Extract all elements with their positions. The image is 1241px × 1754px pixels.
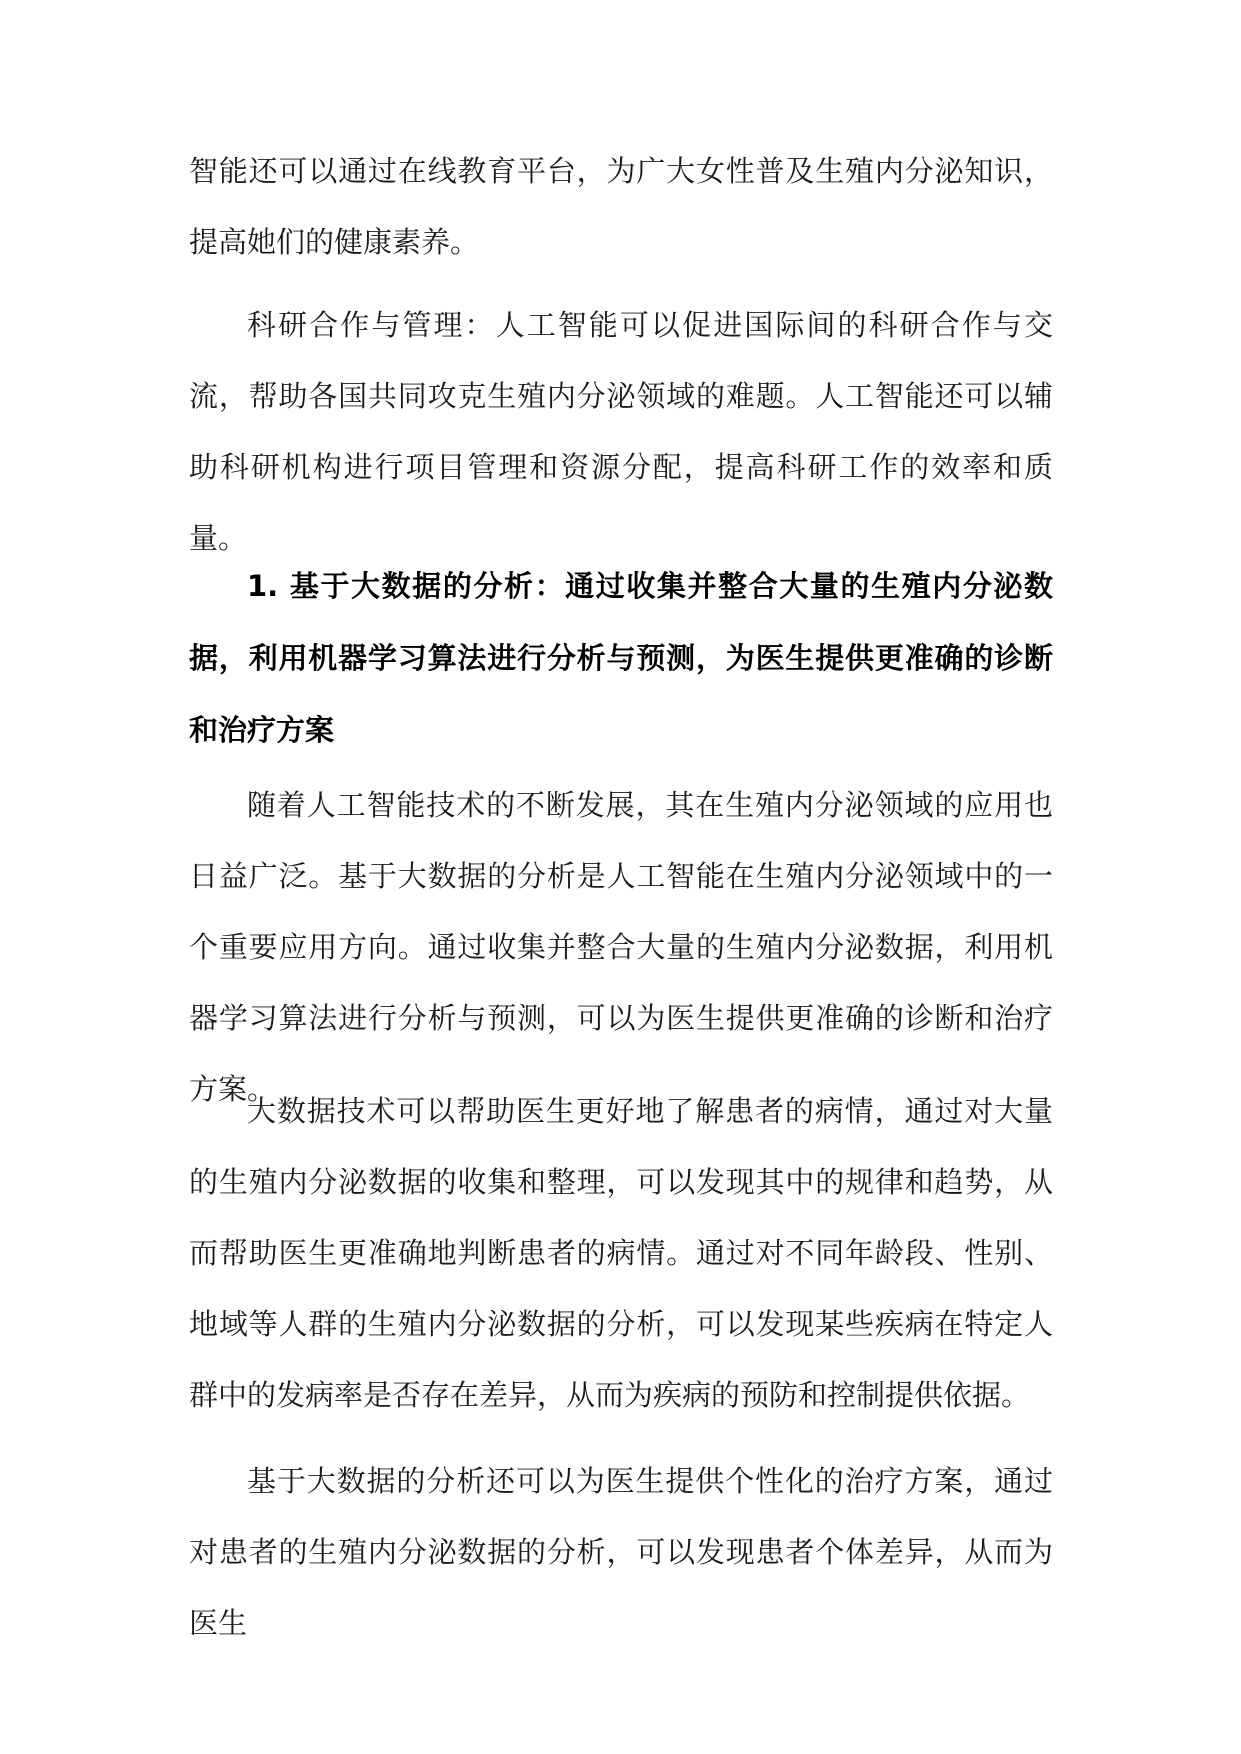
paragraph-research-cooperation: 科研合作与管理：人工智能可以促进国际间的科研合作与交流，帮助各国共同攻克生殖内分泌领域的难题。人工智能还可以辅助科研机构进行项目管理和资源分配，提高科研工作的效率和质量。 bbox=[189, 308, 1053, 555]
paragraph-ai-development: 随着人工智能技术的不断发展，其在生殖内分泌领域的应用也日益广泛。基于大数据的分析是人工智能在生殖内分泌领域中的一个重要应用方向。通过收集并整合大量的生殖内分泌数据，利用机器学习算法进行分析与预测，可以为医生提供更准确的诊断和治疗方案。 bbox=[189, 788, 1053, 1106]
section-heading-big-data-analysis: 1. 基于大数据的分析：通过收集并整合大量的生殖内分泌数据，利用机器学习算法进行分析与预测，为医生提供更准确的诊断和治疗方案 bbox=[189, 569, 1053, 747]
paragraph-online-education: 智能还可以通过在线教育平台，为广大女性普及生殖内分泌知识，提高她们的健康素养。 bbox=[189, 154, 1053, 259]
paragraph-big-data-diagnosis: 大数据技术可以帮助医生更好地了解患者的病情，通过对大量的生殖内分泌数据的收集和整理，可以发现其中的规律和趋势，从而帮助医生更准确地判断患者的病情。通过对不同年龄段、性别、地域等人群的生殖内分泌数据的分析，可以发现某些疾病在特定人群中的发病率是否存在差异，从而为疾病的预防和控制提供依据。 bbox=[189, 1094, 1053, 1412]
paragraph-personalized-treatment: 基于大数据的分析还可以为医生提供个性化的治疗方案，通过对患者的生殖内分泌数据的分析，可以发现患者个体差异，从而为医生 bbox=[189, 1464, 1053, 1640]
